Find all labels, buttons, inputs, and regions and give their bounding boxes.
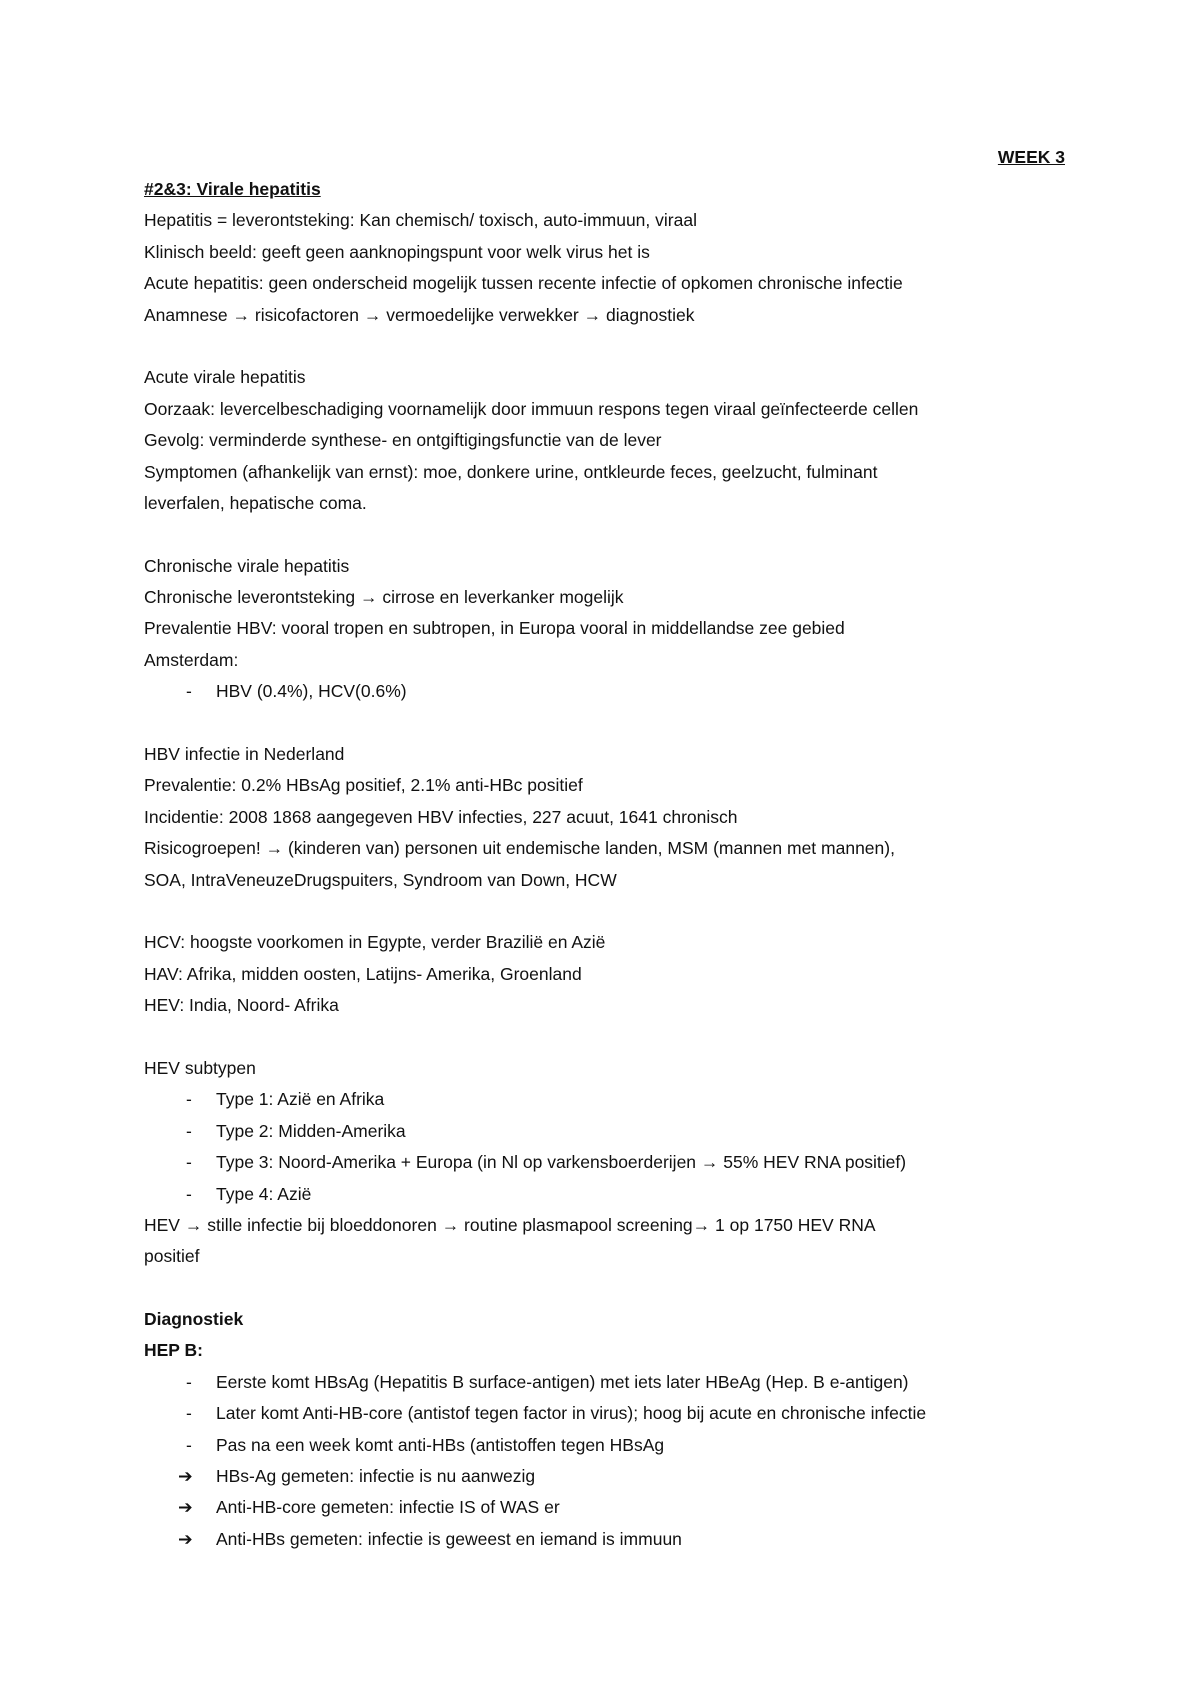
text-line: Klinisch beeld: geeft geen aanknopingspunt voor welk virus het is — [144, 241, 650, 262]
text-segment: vermoedelijke verwekker — [381, 304, 584, 325]
list-item — [144, 676, 1074, 707]
bullet-dash: - — [186, 1434, 192, 1455]
arrow-icon: → — [692, 1214, 711, 1235]
text-line: Oorzaak: levercelbeschadiging voornamelijk door immuun respons tegen viraal geïnfecteerde cellen — [144, 398, 919, 419]
list-item-text: Type 2: Midden-Amerika — [216, 1120, 406, 1141]
bullet-dash: - — [186, 1152, 192, 1173]
text-segment: 55% HEV RNA positief) — [718, 1152, 907, 1173]
text-line: SOA, IntraVeneuzeDrugspuiters, Syndroom van Down, HCW — [144, 869, 617, 890]
arrow-icon: → — [359, 587, 378, 608]
arrow-icon: → — [184, 1214, 203, 1235]
list-item-text: Anti-HB-core gemeten: infectie IS of WAS er — [216, 1497, 560, 1518]
arrow-bullet-icon: ➔ — [178, 1528, 193, 1549]
list-item — [144, 1116, 1074, 1147]
list-item — [144, 1179, 1074, 1210]
text-segment: routine plasmapool screening — [459, 1214, 693, 1235]
bullet-dash: - — [186, 1120, 192, 1141]
arrow-list-item — [144, 1492, 1074, 1523]
text-segment: HEV — [144, 1214, 185, 1235]
text-segment: Anamnese — [144, 304, 233, 325]
arrow-bullet-icon: ➔ — [178, 1466, 193, 1487]
arrow-icon: → — [363, 304, 382, 325]
spacer — [144, 708, 1074, 739]
arrow-list-item — [144, 1524, 1074, 1555]
text-line: Incidentie: 2008 1868 aangegeven HBV infecties, 227 acuut, 1641 chronisch — [144, 806, 738, 827]
arrow-bullet-icon: ➔ — [178, 1497, 193, 1518]
text-line: positief — [144, 1246, 200, 1267]
list-item-text: Anti-HBs gemeten: infectie is geweest en iemand is immuun — [216, 1528, 682, 1549]
document-body — [144, 174, 1074, 1555]
text-line: Symptomen (afhankelijk van ernst): moe, donkere urine, ontkleurde feces, geelzucht, fulminant — [144, 461, 878, 482]
bullet-dash: - — [186, 1183, 192, 1204]
text-segment: stille infectie bij bloeddonoren — [202, 1214, 442, 1235]
text-segment: (kinderen van) personen uit endemische landen, MSM (mannen met mannen), — [283, 838, 895, 859]
list-item-text: Type 1: Azië en Afrika — [216, 1089, 385, 1110]
text-line: HAV: Afrika, midden oosten, Latijns- Amerika, Groenland — [144, 963, 582, 984]
text-line-hev-screening — [144, 1210, 1074, 1241]
arrow-icon: → — [265, 838, 284, 859]
spacer — [144, 519, 1074, 550]
text-line-chronic-leverontsteking — [144, 582, 1074, 613]
arrow-icon: → — [232, 304, 251, 325]
text-segment: Type 3: Noord-Amerika + Europa (in Nl op varkensboerderijen — [216, 1152, 701, 1173]
text-segment: 1 op 1750 HEV RNA — [710, 1214, 876, 1235]
text-segment: Chronische leverontsteking — [144, 587, 360, 608]
arrow-icon: → — [441, 1214, 460, 1235]
bullet-dash: - — [186, 1371, 192, 1392]
spacer — [144, 331, 1074, 362]
text-line: leverfalen, hepatische coma. — [144, 492, 367, 513]
text-segment: risicofactoren — [250, 304, 364, 325]
text-line: HEV: India, Noord- Afrika — [144, 995, 339, 1016]
section-title-chronic: Chronische virale hepatitis — [144, 555, 350, 576]
section-title-hbv-nederland: HBV infectie in Nederland — [144, 744, 345, 765]
text-line-risicogroepen — [144, 833, 1074, 864]
section-title-diagnostiek: Diagnostiek — [144, 1309, 244, 1330]
list-item-text: HBV (0.4%), HCV(0.6%) — [216, 681, 407, 702]
text-line: Amsterdam: — [144, 649, 239, 670]
spacer — [144, 1273, 1074, 1304]
list-item — [144, 1398, 1074, 1429]
week-label: WEEK 3 — [997, 147, 1065, 167]
list-item-text: Type 4: Azië — [216, 1183, 312, 1204]
arrow-icon: → — [700, 1152, 719, 1173]
section-title-hev-subtypen: HEV subtypen — [144, 1057, 256, 1078]
bullet-dash: - — [186, 1089, 192, 1110]
text-line-anamnese — [144, 300, 1074, 331]
text-line: Hepatitis = leverontsteking: Kan chemisch/ toxisch, auto-immuun, viraal — [144, 210, 697, 231]
list-item — [144, 1147, 1074, 1178]
list-item-text: Later komt Anti-HB-core (antistof tegen factor in virus); hoog bij acute en chronische infectie — [216, 1403, 927, 1424]
text-line: Prevalentie HBV: vooral tropen en subtropen, in Europa vooral in middellandse zee gebied — [144, 618, 845, 639]
text-line: Gevolg: verminderde synthese- en ontgiftigingsfunctie van de lever — [144, 430, 662, 451]
spacer — [144, 1022, 1074, 1053]
text-line: Acute hepatitis: geen onderscheid mogelijk tussen recente infectie of opkomen chronische infectie — [144, 273, 903, 294]
bullet-dash: - — [186, 1403, 192, 1424]
arrow-icon: → — [583, 304, 602, 325]
section-title-acute: Acute virale hepatitis — [144, 367, 306, 388]
text-line: Prevalentie: 0.2% HBsAg positief, 2.1% anti-HBc positief — [144, 775, 583, 796]
text-line: HCV: hoogste voorkomen in Egypte, verder Brazilië en Azië — [144, 932, 606, 953]
list-item-text: Pas na een week komt anti-HBs (antistoffen tegen HBsAg — [216, 1434, 665, 1455]
text-segment: Risicogroepen! — [144, 838, 266, 859]
section-title-virale-hepatitis: #2&3: Virale hepatitis — [144, 179, 321, 199]
arrow-list-item — [144, 1461, 1074, 1492]
list-item — [144, 1084, 1074, 1115]
list-item-text: HBs-Ag gemeten: infectie is nu aanwezig — [216, 1466, 536, 1487]
bullet-dash: - — [186, 681, 192, 702]
text-segment: diagnostiek — [601, 304, 695, 325]
list-item — [144, 1367, 1074, 1398]
list-item — [144, 1430, 1074, 1461]
list-item-text: Eerste komt HBsAg (Hepatitis B surface-antigen) met iets later HBeAg (Hep. B e-antigen) — [216, 1371, 909, 1392]
spacer — [144, 896, 1074, 927]
text-segment: cirrose en leverkanker mogelijk — [377, 587, 624, 608]
subsection-title-hep-b: HEP B: — [144, 1340, 203, 1361]
